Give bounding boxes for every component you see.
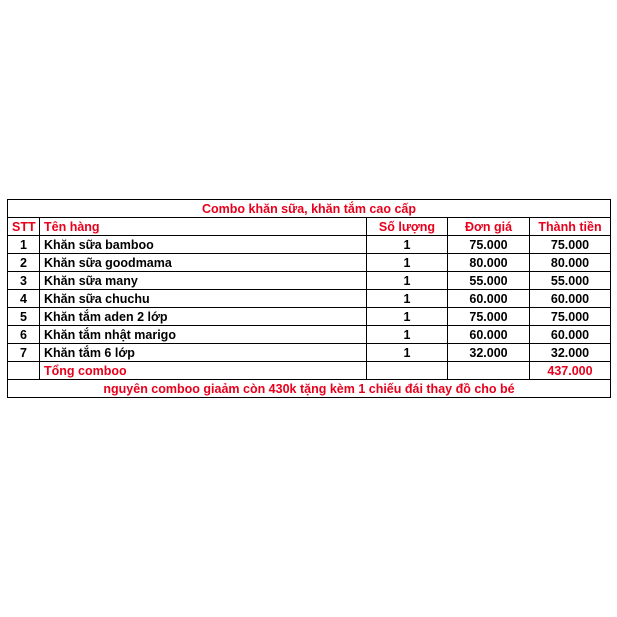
- row-qty: 1: [367, 308, 448, 326]
- row-name: Khăn sữa chuchu: [40, 290, 367, 308]
- table-title: Combo khăn sữa, khăn tắm cao cấp: [8, 200, 611, 218]
- row-stt: 2: [8, 254, 40, 272]
- summary-label: Tổng comboo: [40, 362, 367, 380]
- row-name: Khăn sữa bamboo: [40, 236, 367, 254]
- table-row: [8, 290, 611, 308]
- summary-total: 437.000: [530, 362, 611, 380]
- row-qty: 1: [367, 254, 448, 272]
- row-qty: 1: [367, 344, 448, 362]
- row-name: Khăn sữa goodmama: [40, 254, 367, 272]
- header-price: Đơn giá: [448, 218, 530, 236]
- summary-empty-cell: [448, 362, 530, 380]
- summary-row: [8, 362, 611, 380]
- row-qty: 1: [367, 236, 448, 254]
- row-stt: 3: [8, 272, 40, 290]
- table-row: [8, 272, 611, 290]
- summary-empty-cell: [367, 362, 448, 380]
- summary-empty-cell: [8, 362, 40, 380]
- table-row: [8, 308, 611, 326]
- row-total: 60.000: [530, 290, 611, 308]
- table-row: [8, 326, 611, 344]
- table-row: [8, 236, 611, 254]
- header-stt: STT: [8, 218, 40, 236]
- row-price: 32.000: [448, 344, 530, 362]
- row-qty: 1: [367, 326, 448, 344]
- row-stt: 1: [8, 236, 40, 254]
- row-total: 32.000: [530, 344, 611, 362]
- row-stt: 5: [8, 308, 40, 326]
- header-total: Thành tiền: [530, 218, 611, 236]
- row-price: 55.000: [448, 272, 530, 290]
- title-row: [8, 200, 611, 218]
- row-name: Khăn tắm aden 2 lớp: [40, 308, 367, 326]
- row-qty: 1: [367, 290, 448, 308]
- promo-note: nguyên comboo giaảm còn 430k tặng kèm 1 chiếu đái thay đồ cho bé: [8, 380, 611, 398]
- row-total: 75.000: [530, 308, 611, 326]
- combo-price-table: [7, 199, 611, 398]
- row-stt: 7: [8, 344, 40, 362]
- row-price: 80.000: [448, 254, 530, 272]
- row-stt: 6: [8, 326, 40, 344]
- row-total: 75.000: [530, 236, 611, 254]
- row-total: 55.000: [530, 272, 611, 290]
- row-qty: 1: [367, 272, 448, 290]
- row-name: Khăn tắm 6 lớp: [40, 344, 367, 362]
- table-row: [8, 254, 611, 272]
- row-total: 80.000: [530, 254, 611, 272]
- row-price: 75.000: [448, 308, 530, 326]
- table-row: [8, 344, 611, 362]
- row-price: 75.000: [448, 236, 530, 254]
- header-qty: Số lượng: [367, 218, 448, 236]
- header-name: Tên hàng: [40, 218, 367, 236]
- note-row: [8, 380, 611, 398]
- row-name: Khăn tắm nhật marigo: [40, 326, 367, 344]
- row-total: 60.000: [530, 326, 611, 344]
- row-price: 60.000: [448, 290, 530, 308]
- row-stt: 4: [8, 290, 40, 308]
- header-row: [8, 218, 611, 236]
- row-price: 60.000: [448, 326, 530, 344]
- row-name: Khăn sữa many: [40, 272, 367, 290]
